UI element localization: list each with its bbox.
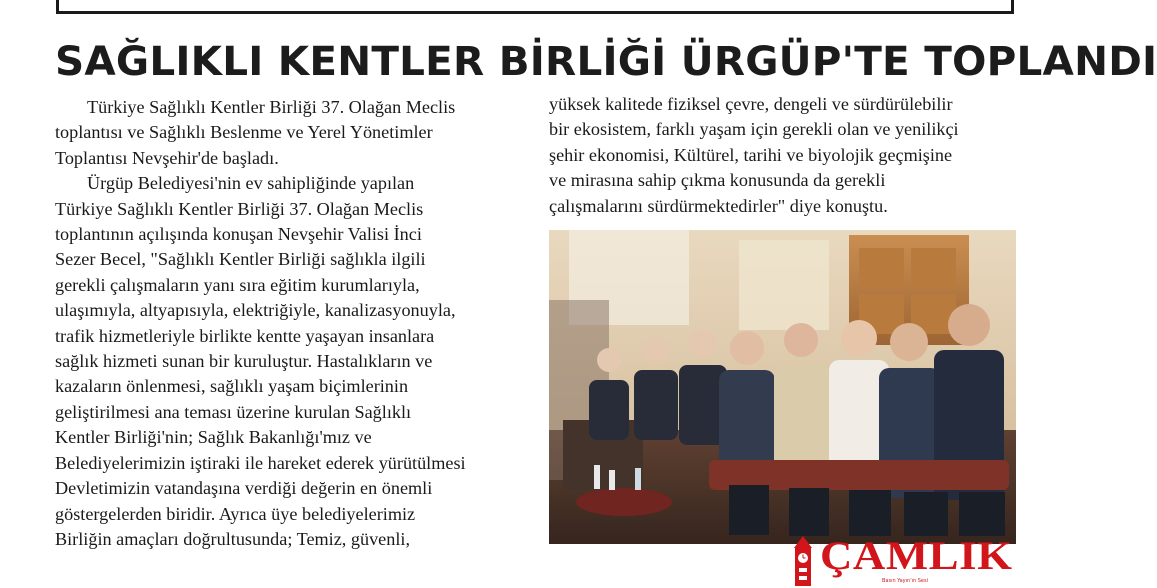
article-body-left-column bbox=[55, 95, 535, 552]
text-line: toplantısı ve Sağlıklı Beslenme ve Yerel Yönetimler bbox=[55, 122, 433, 143]
text-line: yüksek kalitede fiziksel çevre, dengeli ve sürdürülebilir bbox=[549, 94, 953, 114]
text-line: Belediyelerimizin iştiraki ile hareket ederek yürütülmesi bbox=[55, 452, 466, 473]
article-body-right-column bbox=[549, 92, 989, 219]
text-line: ulaşımıyla, altyapısıyla, elektriğiyle, kanalizasyonuyla, bbox=[55, 300, 456, 321]
photo-illustration bbox=[549, 230, 1016, 544]
text-line: trafik hizmetleriyle birlikte kentte yaşayan insanlara bbox=[55, 325, 435, 346]
meeting-audience-photo bbox=[549, 230, 1016, 544]
text-line: Sezer Becel, "Sağlıklı Kentler Birliği sağlıkla ilgili bbox=[55, 249, 426, 270]
text-line: sağlık hizmeti sunan bir kuruluştur. Hastalıkların ve bbox=[55, 351, 433, 372]
text-line: Türkiye Sağlıklı Kentler Birliği 37. Olağan Meclis bbox=[55, 198, 424, 219]
clock-tower-icon bbox=[786, 534, 820, 588]
text-line: ve mirasına sahip çıkma konusunda da gerekli bbox=[549, 170, 886, 191]
text-line: şehir ekonomisi, Kültürel, tarihi ve biyolojik geçmişine bbox=[549, 144, 953, 165]
text-line: geliştirilmesi ana teması üzerine kurulan Sağlıklı bbox=[55, 401, 412, 422]
top-frame-border bbox=[56, 0, 1014, 14]
text-line: çalışmalarını sürdürmektedirler" diye konuştu. bbox=[549, 195, 888, 216]
text-line: gerekli çalışmaların yanı sıra eğitim kurumlarıyla, bbox=[55, 274, 420, 295]
text-line: göstergelerden biridir. Ayrıca üye belediyelerimiz bbox=[55, 503, 416, 524]
logo-tagline: Basın Yayın'ın Sesi bbox=[882, 578, 928, 584]
text-line: Devletimizin vatandaşına verdiği değerin en önemli bbox=[55, 478, 433, 499]
text-line: Birliğin amaçları doğrultusunda; Temiz, güvenli, bbox=[55, 528, 410, 549]
text-line: toplantının açılışında konuşan Nevşehir Valisi İnci bbox=[55, 224, 422, 245]
text-line: kazaların önlenmesi, sağlıklı yaşam biçimlerinin bbox=[55, 376, 409, 397]
text-line: Türkiye Sağlıklı Kentler Birliği 37. Olağan Meclis bbox=[87, 97, 456, 117]
article-headline: SAĞLIKLI KENTLER BİRLİĞİ ÜRGÜP'TE TOPLANDI bbox=[55, 37, 1157, 85]
text-line: bir ekosistem, farklı yaşam için gerekli olan ve yenilikçi bbox=[549, 119, 959, 140]
text-line: Kentler Birliği'nin; Sağlık Bakanlığı'mız ve bbox=[55, 427, 372, 448]
text-line: Ürgüp Belediyesi'nin ev sahipliğinde yapılan bbox=[87, 173, 415, 194]
logo-wordmark: ÇAMLIK bbox=[820, 533, 1013, 578]
camlik-logo bbox=[784, 534, 1018, 588]
text-line: Toplantısı Nevşehir'de başladı. bbox=[55, 147, 279, 168]
